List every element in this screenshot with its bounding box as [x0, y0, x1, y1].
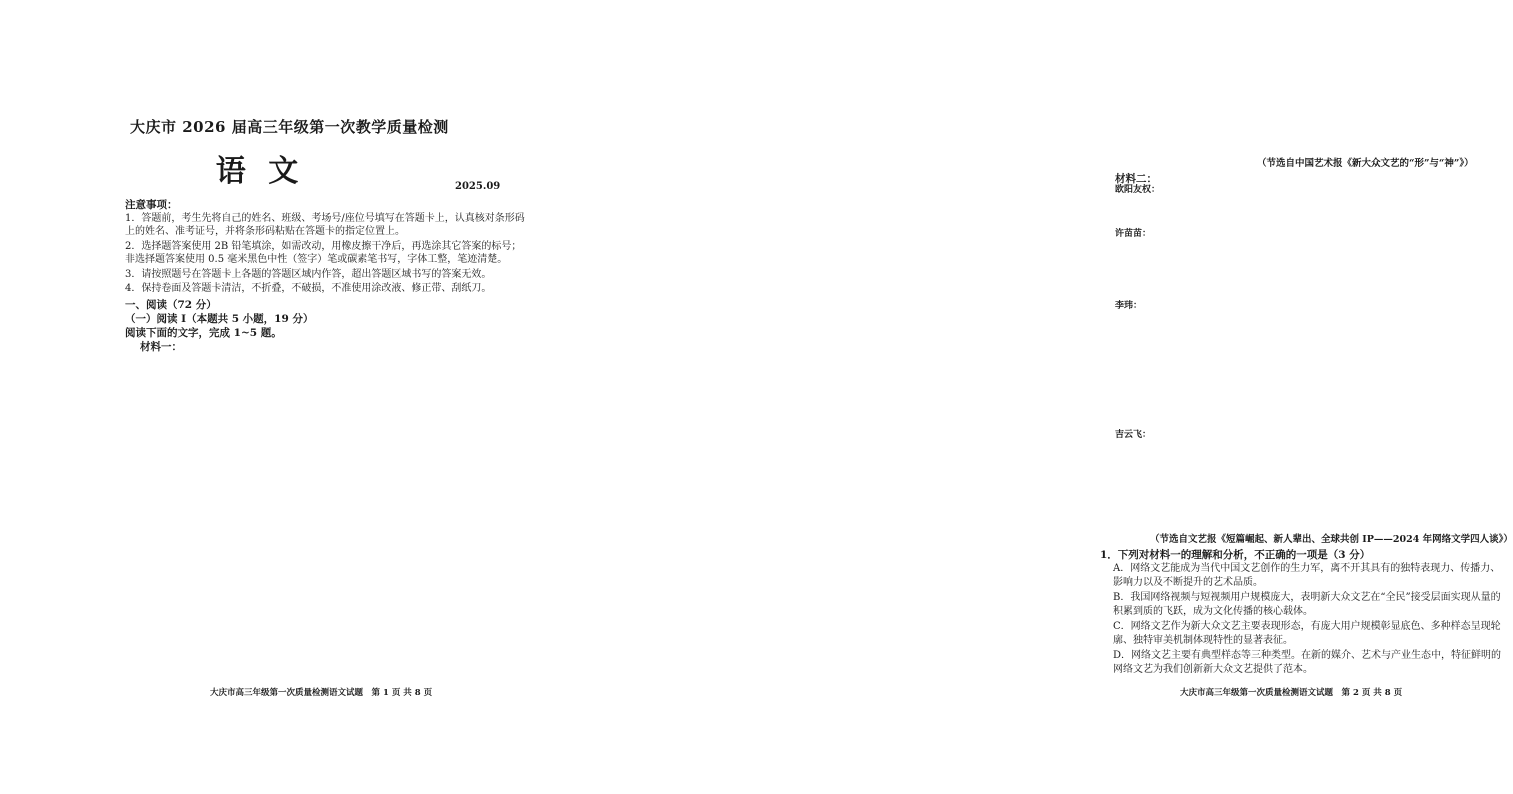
- notice-item: 1．答题前，考生先将自己的姓名、班级、考场号/座位号填写在答题卡上，认真核对条形码上的姓名、准考证号，并将条形码粘贴在答题卡的指定位置上。: [125, 213, 525, 237]
- page-footer: 大庆市高三年级第一次质量检测语文试题 第 1 页 共 8 页: [210, 688, 433, 698]
- page-footer: 大庆市高三年级第一次质量检测语文试题 第 2 页 共 8 页: [1180, 688, 1403, 698]
- question-1: 1．下列对材料一的理解和分析，不正确的一项是（3 分）: [1100, 549, 1371, 561]
- page-two: [560, 0, 1513, 794]
- notice-item: 2．选择题答案使用 2B 铅笔填涂，如需改动，用橡皮擦干净后，再选涂其它答案的标号；非选择题答案使用 0.5 毫米黑色中性（签字）笔或碳素笔书写，字体工整，笔迹清楚。: [125, 241, 522, 265]
- option-b: B．我国网络视频与短视频用户规模庞大，表明新大众文艺在“全民”接受层面实现从量的积累到质的飞跃，成为文化传播的核心载体。: [1113, 592, 1501, 617]
- subsection-heading: （一）阅读 I（本题共 5 小题，19 分）: [125, 313, 314, 325]
- section-heading: 一、阅读（72 分）: [125, 299, 217, 311]
- exam-title: 大庆市 2026 届高三年级第一次教学质量检测: [130, 118, 449, 136]
- speaker-name: 许苗苗：: [1115, 229, 1152, 239]
- notice-heading: 注意事项：: [125, 199, 178, 211]
- speaker-name: 欧阳友权：: [1115, 185, 1161, 195]
- option-d: D．网络文艺主要有典型样态等三种类型。在新的媒介、艺术与产业生态中，特征鲜明的网络文艺为我们创新新大众文艺提供了范本。: [1113, 650, 1502, 675]
- option-c: C．网络文艺作为新大众文艺主要表现形态，有庞大用户规模彰显底色、多种样态呈现轮廓、独特审美机制体现特性的显著表征。: [1113, 621, 1501, 646]
- page-one: [0, 0, 525, 794]
- material-label: 材料一：: [140, 341, 182, 353]
- notice-item: 4．保持卷面及答题卡清洁，不折叠，不破损，不准使用涂改液、修正带、刮纸刀。: [125, 283, 492, 294]
- notice-item: 3．请按照题号在答题卡上各题的答题区域内作答，超出答题区域书写的答案无效。: [125, 269, 492, 280]
- instruction: 阅读下面的文字，完成 1~5 题。: [125, 327, 282, 339]
- source-citation: （节选自中国艺术报《新大众文艺的“形”与“神”》）: [1257, 158, 1474, 169]
- material-label: 材料二：: [1115, 173, 1157, 185]
- speaker-name: 吉云飞：: [1115, 430, 1152, 440]
- speaker-name: 李玮：: [1115, 301, 1143, 311]
- option-a: A．网络文艺能成为当代中国文艺创作的生力军，离不开其具有的独特表现力、传播力、影响力以及不断提升的艺术品质。: [1113, 563, 1501, 588]
- subject-title: 语 文: [215, 154, 305, 189]
- source-citation: （节选自文艺报《短篇崛起、新人辈出、全球共创 IP——2024 年网络文学四人谈》）: [1150, 534, 1513, 545]
- exam-date: 2025.09: [455, 181, 501, 192]
